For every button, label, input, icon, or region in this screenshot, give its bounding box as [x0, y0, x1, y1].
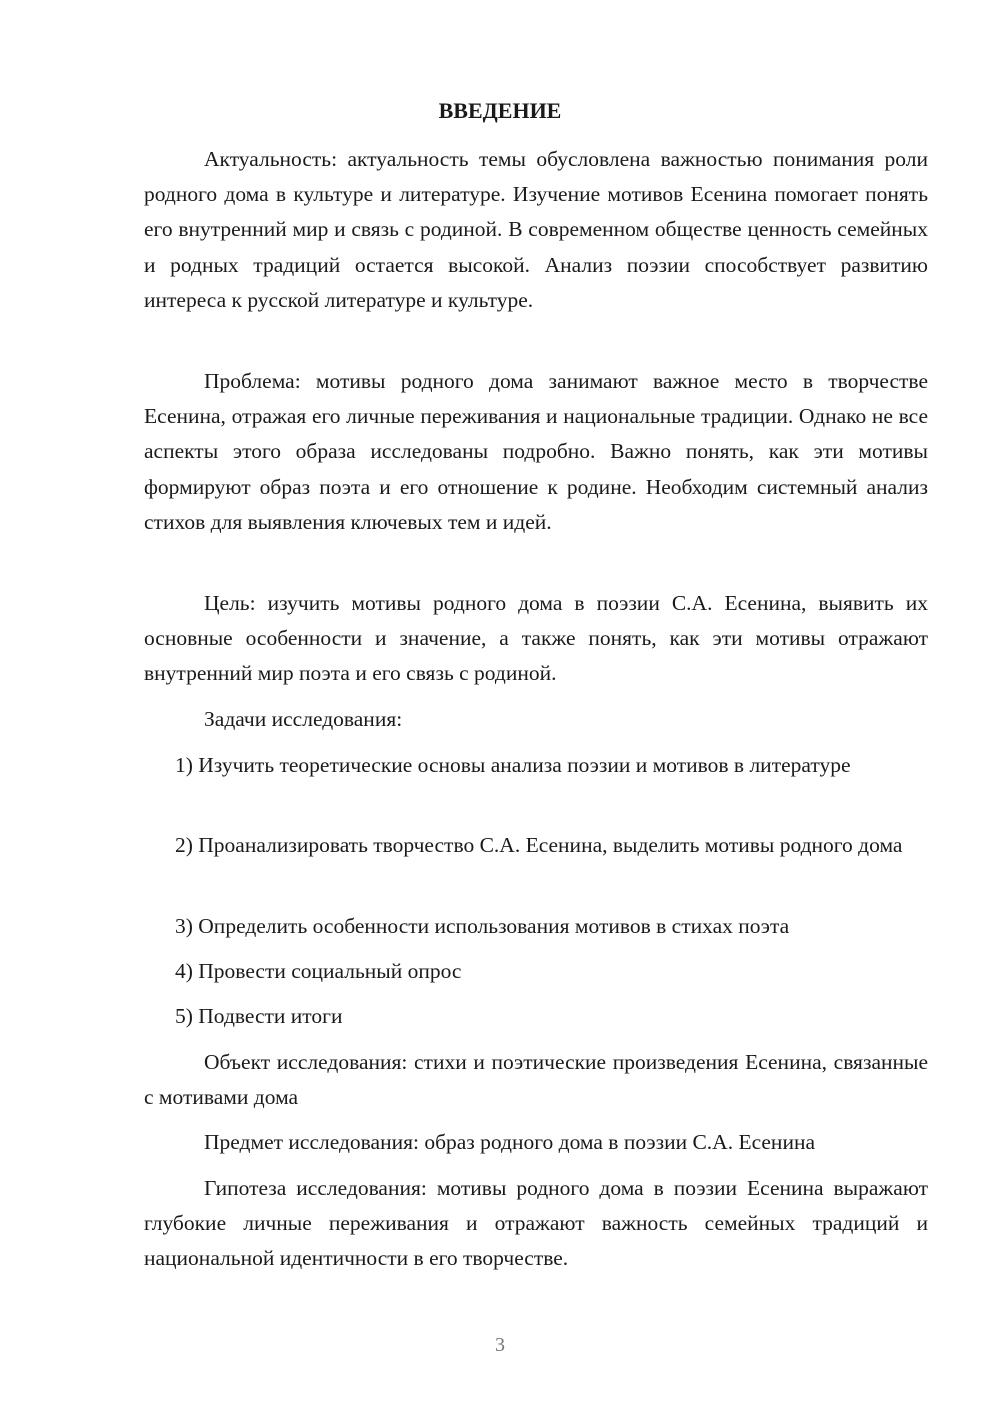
tasks-heading: Задачи исследования: [204, 707, 403, 731]
page-number: 3 [495, 1334, 505, 1356]
task-item-4: 4) Провести социальный опрос [175, 959, 462, 983]
hypothesis-paragraph: Гипотеза исследования: мотивы родного дома в поэзии Есенина выражают глубокие личные переживания и отражают важность семейных традиций и национальной идентичности в его творчестве. [144, 1176, 928, 1271]
relevance-paragraph: Актуальность: актуальность темы обусловлена важностью понимания роли родного дома в культуре и литературе. Изучение мотивов Есенина помогает понять его внутренний мир и связь с родиной. В современном обществе ценность семейных и родных традиций остается высокой. Анализ поэзии способствует развитию интереса к русской литературе и культуре. [144, 147, 928, 312]
task-item-2: 2) Проанализировать творчество С.А. Есенина, выделить мотивы родного дома [175, 833, 903, 857]
task-item-3: 3) Определить особенности использования мотивов в стихах поэта [175, 914, 790, 938]
subject-paragraph: Предмет исследования: образ родного дома в поэзии С.А. Есенина [204, 1130, 815, 1154]
problem-paragraph: Проблема: мотивы родного дома занимают важное место в творчестве Есенина, отражая его личные переживания и национальные традиции. Однако не все аспекты этого образа исследованы подробно. Важно понять, как эти мотивы формируют образ поэта и его отношение к родине. Необходим системный анализ стихов для выявления ключевых тем и идей. [144, 369, 928, 534]
section-heading: ВВЕДЕНИЕ [438, 98, 562, 123]
task-item-1: 1) Изучить теоретические основы анализа поэзии и мотивов в литературе [175, 753, 851, 777]
object-paragraph: Объект исследования: стихи и поэтические произведения Есенина, связанные с мотивами дома [144, 1050, 928, 1110]
goal-paragraph: Цель: изучить мотивы родного дома в поэзии С.А. Есенина, выявить их основные особенности и значение, а также понять, как эти мотивы отражают внутренний мир поэта и его связь с родиной. [144, 591, 928, 686]
task-item-5: 5) Подвести итоги [175, 1004, 343, 1028]
